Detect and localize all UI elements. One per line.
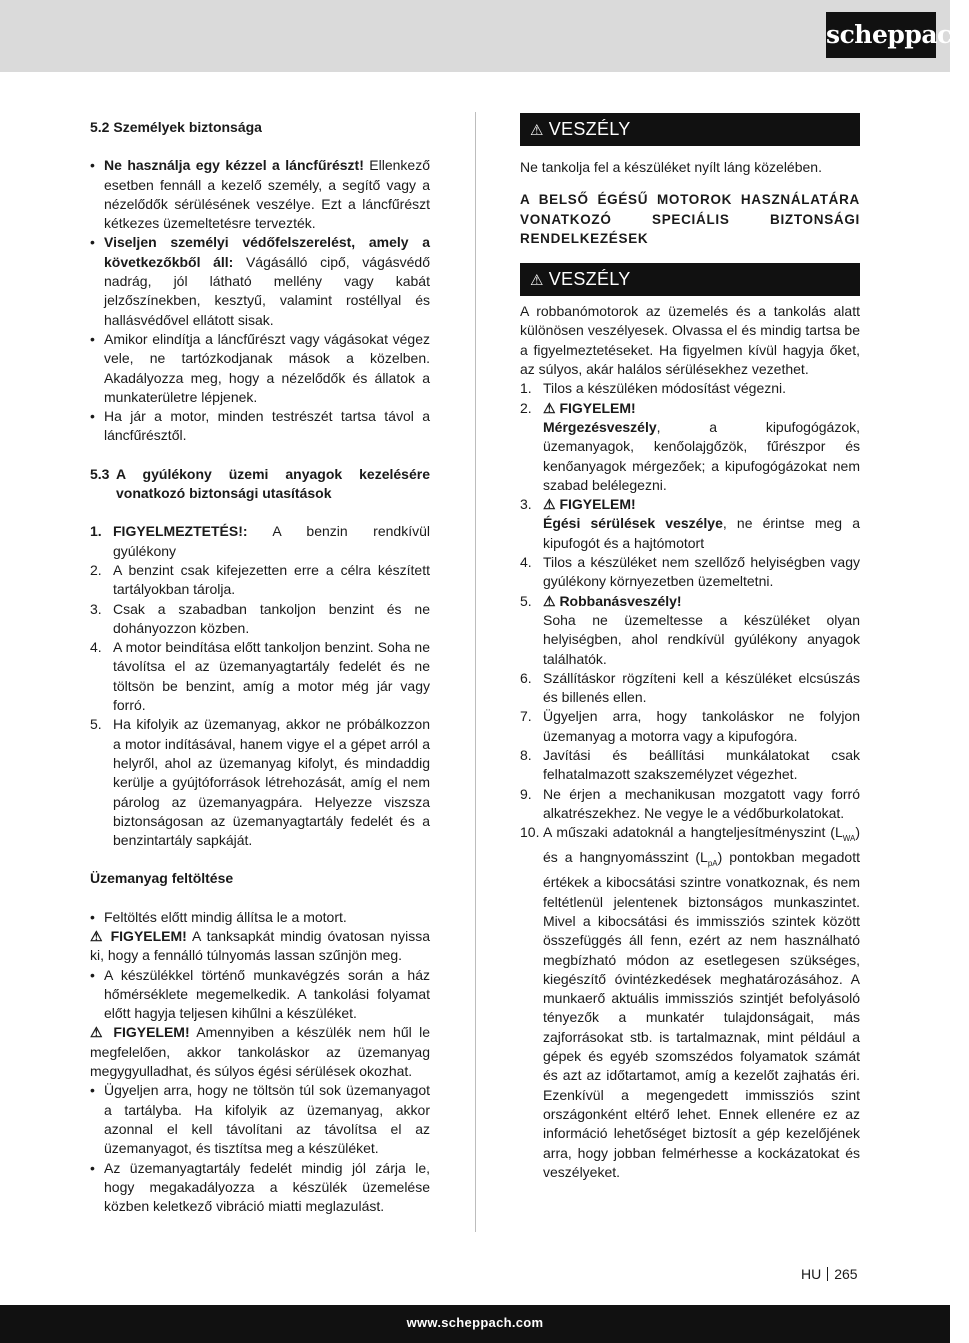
list-item: 3. Csak a szabadban tankoljon benzint és ne dohányozzon közben. — [90, 600, 430, 636]
left-column — [90, 118, 430, 1216]
danger-1-text: Ne tankolja fel a készüléket nyílt láng közelében. — [520, 159, 822, 175]
danger-banner-1: ⚠ VESZÉLY — [520, 113, 860, 146]
list-item: • Amikor elindítja a láncfűrészt vagy vágásokat végez vele, ne tartózkodjanak mások a közelben. Akadályozza meg, hogy a nézelődők és állatok a munkaterületre lépjenek. — [90, 330, 430, 407]
separator — [827, 1267, 828, 1281]
special-provisions-title: A BELSŐ ÉGÉSŰ MOTOROK HASZNÁLATÁRA VONATKOZÓ SPECIÁLIS BIZTONSÁGI RENDELKEZÉSEK — [520, 192, 860, 246]
list-item: 6. Szállításkor rögzíteni kell a készüléket elcsúszás és billenés ellen. — [520, 669, 860, 706]
warning-triangle-icon: ⚠ — [530, 122, 544, 139]
danger-2-text: A robbanómotorok az üzemelés és a tankolás alatt különösen veszélyesek. Olvassa el és mindig tartsa be a figyelmeztetéseket. Ha figyelmen kívül hagyja őket, az súlyos, akár halálos sérülésekhez vezethet. — [520, 303, 860, 378]
language-code: HU — [801, 1266, 822, 1282]
list-item: 2. ⚠ FIGYELEM! Mérgezésveszély, a kipufogógázok, üzemanyagok, kenőolajgőzök, fűrészpor és kenőanyagok mérgezőek; a kipufogógázokat nem szabad belélegezni. — [520, 399, 860, 493]
list-item: 7. Ügyeljen arra, hogy tankoláskor ne folyjon üzemanyag a motorra vagy a kipufogóra. — [520, 708, 860, 744]
list-item: • Az üzemanyagtartály fedelét mindig jól zárja le, hogy megakadályozza a készülék üzemelése közben keletkező vibráció miatti meglazulást. — [90, 1159, 430, 1217]
list-item: • Ügyeljen arra, hogy ne töltsön túl sok üzemanyagot a tartályba. Ha kifolyik az üzemanyag, akkor azonnal el kell távolítani az távolítsa el az üzemanyagot, és tisztítsa meg a készüléket. — [90, 1081, 430, 1158]
section-5-2-title: 5.2 Személyek biztonsága — [90, 119, 262, 135]
list-item: 4. Tilos a készüléket nem szellőző helyiségben vagy gyúlékony környezetben üzemeltetni. — [520, 554, 860, 590]
section-5-3-title: 5.3 A gyúlékony üzemi anyagok kezelésére vonatkozó biztonsági utasítások — [90, 465, 430, 502]
list-item: 1. Tilos a készüléken módosítást végezni. — [520, 380, 787, 397]
header-bar — [0, 0, 969, 72]
list-item: 8. Javítási és beállítási munkálatokat csak felhatalmazott szakszemélyzet végezhet. — [520, 747, 860, 783]
fuel-list-3 — [90, 1081, 430, 1216]
column-divider — [475, 112, 476, 1232]
fuel-section-title: Üzemanyag feltöltése — [90, 870, 234, 887]
right-column — [520, 113, 860, 1182]
brand-logo: scheppach — [826, 12, 936, 58]
list-item: 2. A benzint csak kifejezetten erre a célra készített tartályokban tárolja. — [90, 561, 430, 598]
list-item: • Ha jár a motor, minden testrészét tartsa távol a láncfűrésztől. — [90, 407, 430, 446]
footer-bar — [0, 1305, 950, 1343]
list-item: 5. ⚠ Robbanásveszély! Soha ne üzemeltesse a készüléket olyan helyiségben, ahol rendkívül gyúlékony anyagok találhatók. — [520, 592, 860, 667]
fuel-list-2 — [90, 966, 430, 1024]
section-5-3-list — [90, 522, 430, 850]
page-num: 265 — [834, 1266, 858, 1282]
engine-safety-list — [520, 379, 860, 1182]
fuel-warning-2: ⚠ FIGYELEM! Amennyiben a készülék nem hűl le megfelelően, akkor tankoláskor az üzemanyag megygyulladhat, és súlyos égési sérülések okozhat. — [90, 1024, 430, 1080]
list-item: 9. Ne érjen a mechanikusan mozgatott vagy forró alkatrészekhez. Ne vegye le a védőburkolatokat. — [520, 785, 860, 821]
list-item: 1. FIGYELMEZTETÉS!: A benzin rendkívül gyúlékony — [90, 523, 430, 559]
list-item: • Viseljen személyi védőfelszerelést, amely a következőkből áll: Vágásálló cipő, vágásvédő nadrág, jól látható mellény vagy kabát jelzőszínekben, kesztyű, valamint rostéllyal és hallásvédővel ellátott sisak. — [90, 233, 430, 329]
list-item: 3. ⚠ FIGYELEM! Égési sérülések veszélye, ne érintse meg a kipufogót és a hajtómotort — [520, 496, 860, 551]
page-number — [801, 1266, 858, 1282]
list-item: • Ne használja egy kézzel a láncfűrészt! Ellenkező esetben fennáll a kezelő személy, a segítő vagy a nézelődők sérülésének veszélye. Ezt a láncfűrészt kétkezes üzemeltetésre tervezték. — [90, 156, 430, 233]
warning-triangle-icon: ⚠ — [530, 272, 544, 290]
list-item: 5. Ha kifolyik az üzemanyag, akkor ne próbálkozzon a motor indításával, hanem vigye el a gépet arról a helyről, ahol az üzemanyag kifolyt, és mindaddig kerülje a gyújtóforrások létrehozását, amíg el nem párolog az üzemanyagpára. Helyezze viszsza biztonságosan az üzemanyagtartály fedelét és a benzintartály sapkáját. — [90, 716, 430, 849]
list-item: 10. A műszaki adatoknál a hangteljesítményszint $(L_{WA})$ és a hangnyomásszint $(L_{pA})$ pontokban megadott értékek a kibocsátási szintre vonatkoznak, és nem feltétlenül jelentenek biztonságos munkaszintet. Mivel a kibocsátási és immissziós szintek között összefüggés áll fenn, ezért az nem használható megbízható módon az esetlegesen szükséges, kiegészítő óvintézkedések meghatározásához. A munkaerő aktuális immissziós szintjét befolyásoló tényezők a munkatér tulajdonságait, más zajforrásokat stb. is tartalmaznak, mint például a gépek és egyéb szomszédos folyamatok számát és azt az időtartamot, amíg a kezelőt zajhatás éri. Ezenkívül a megengedett immissziós szint országonként eltérő lehet. Ennek ellenére ez az információ lehetőséget biztosít a gép kezelőjének arra, hogy jobban felmérhesse a kockázatokat és veszélyeket. — [520, 824, 860, 1180]
fuel-warning-1: ⚠ FIGYELEM! A tanksapkát mindig óvatosan nyissa ki, hogy a fennálló túlnyomás lassan szűnjön meg. — [90, 927, 430, 964]
fuel-list-1 — [90, 908, 430, 927]
list-item: • A készülékkel történő munkavégzés során a ház hőmérséklete megemelkedik. A tankolási folyamat előtt hagyja teljesen kihűlni a készüléket. — [90, 966, 430, 1024]
list-item: • Feltöltés előtt mindig állítsa le a motort. — [90, 908, 430, 927]
website-link[interactable]: www.scheppach.com — [406, 1315, 544, 1330]
list-item: 4. A motor beindítása előtt tankoljon benzint. Soha ne távolítsa el az üzemanyagtartály fedelét és ne töltsön be benzint, amíg a motor még jár vagy forró. — [90, 639, 430, 714]
section-5-2-list — [90, 156, 430, 445]
danger-banner-2: ⚠ VESZÉLY — [520, 263, 860, 296]
